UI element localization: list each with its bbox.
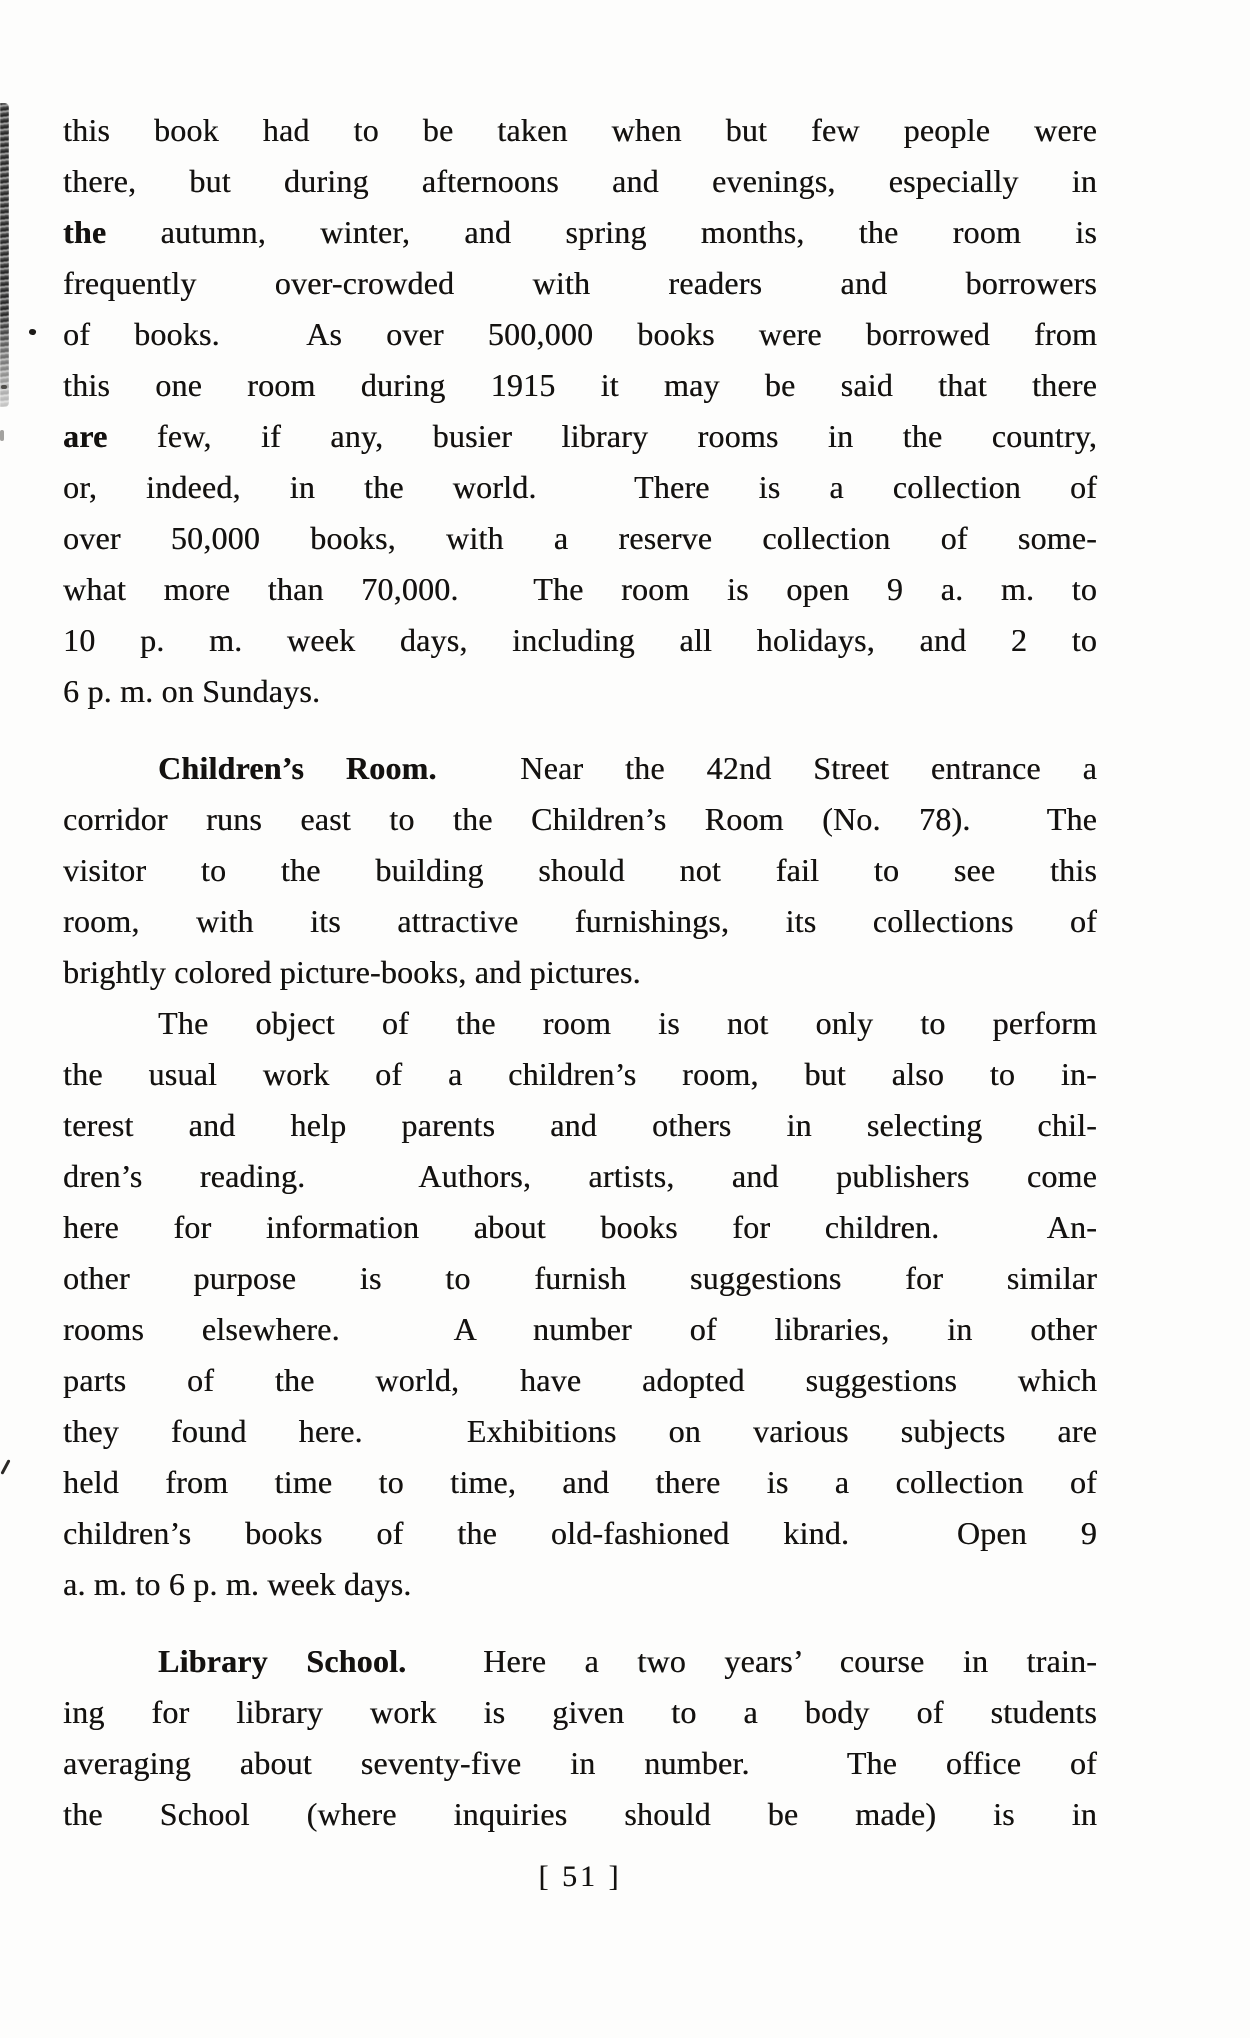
text-segment: they found here. Exhibitions on various subjects are	[63, 1413, 1097, 1449]
text-segment: there, but during afternoons and evenings, especially in	[63, 163, 1097, 199]
paragraph	[63, 1636, 1097, 1840]
text-line	[63, 845, 1097, 896]
text-segment: room, with its attractive furnishings, its collections of	[63, 903, 1097, 939]
text-line	[63, 1100, 1097, 1151]
pen-slash-artifact	[0, 1459, 10, 1475]
text-line	[63, 1687, 1097, 1738]
bold-text-segment: Library School.	[158, 1643, 407, 1679]
text-segment: autumn, winter, and spring months, the room is	[106, 214, 1097, 250]
ink-dot-artifact	[28, 328, 36, 336]
text-line	[63, 1049, 1097, 1100]
text-line	[63, 1738, 1097, 1789]
text-line	[63, 1559, 1097, 1610]
text-line	[63, 462, 1097, 513]
text-segment: over 50,000 books, with a reserve collection of some-	[63, 520, 1097, 556]
text-line	[63, 947, 1097, 998]
text-line	[63, 513, 1097, 564]
text-line	[63, 1636, 1097, 1687]
ink-speck-artifact	[1, 385, 7, 389]
text-line	[63, 360, 1097, 411]
text-line	[63, 207, 1097, 258]
text-segment: few, if any, busier library rooms in the country,	[107, 418, 1097, 454]
bold-text-segment: Children’s Room.	[158, 750, 437, 786]
text-segment: corridor runs east to the Children’s Room (No. 78). The	[63, 801, 1097, 837]
text-segment: what more than 70,000. The room is open 9 a. m. to	[63, 571, 1097, 607]
text-segment: held from time to time, and there is a collection of	[63, 1464, 1097, 1500]
text-segment: Near the 42nd Street entrance a	[436, 750, 1098, 786]
page-number: [ 51 ]	[538, 1860, 622, 1893]
text-segment: or, indeed, in the world. There is a collection of	[63, 469, 1097, 505]
text-segment: ing for library work is given to a body of students	[63, 1694, 1097, 1730]
text-line	[63, 1304, 1097, 1355]
text-segment: children’s books of the old-fashioned kind. Open 9	[63, 1515, 1097, 1551]
paragraph	[63, 105, 1097, 717]
text-segment: a. m. to 6 p. m. week days.	[63, 1566, 412, 1602]
text-segment: terest and help parents and others in selecting chil-	[63, 1107, 1097, 1143]
text-segment: here for information about books for children. An-	[63, 1209, 1097, 1245]
text-line	[63, 258, 1097, 309]
text-segment: of books. As over 500,000 books were borrowed from	[63, 316, 1097, 352]
text-segment: 6 p. m. on Sundays.	[63, 673, 321, 709]
text-segment: The object of the room is not only to perform	[158, 1005, 1097, 1041]
text-line	[63, 1355, 1097, 1406]
text-segment: the usual work of a children’s room, but also to in-	[63, 1056, 1097, 1092]
text-segment: this book had to be taken when but few people were	[63, 112, 1097, 148]
text-line	[63, 411, 1097, 462]
text-segment: averaging about seventy-five in number. The office of	[63, 1745, 1097, 1781]
text-line	[63, 666, 1097, 717]
text-line	[63, 1406, 1097, 1457]
text-line	[63, 1457, 1097, 1508]
text-segment: rooms elsewhere. A number of libraries, in other	[63, 1311, 1097, 1347]
text-line	[63, 156, 1097, 207]
paragraph	[63, 743, 1097, 998]
binding-shadow-artifact	[0, 103, 9, 407]
text-segment: other purpose is to furnish suggestions for similar	[63, 1260, 1097, 1296]
text-segment: brightly colored picture-books, and pictures.	[63, 954, 641, 990]
text-line	[63, 1789, 1097, 1840]
text-line	[63, 1202, 1097, 1253]
ink-speck-artifact	[0, 430, 4, 441]
text-line	[63, 309, 1097, 360]
text-line	[63, 1253, 1097, 1304]
text-segment: this one room during 1915 it may be said that there	[63, 367, 1097, 403]
text-line	[63, 1151, 1097, 1202]
text-line	[63, 1508, 1097, 1559]
text-block	[63, 105, 1097, 1840]
text-line	[63, 743, 1097, 794]
text-line	[63, 564, 1097, 615]
text-line	[63, 896, 1097, 947]
text-segment: visitor to the building should not fail to see this	[63, 852, 1097, 888]
text-line	[63, 615, 1097, 666]
paragraph	[63, 998, 1097, 1610]
text-segment: dren’s reading. Authors, artists, and publishers come	[63, 1158, 1097, 1194]
text-segment: 10 p. m. week days, including all holidays, and 2 to	[63, 622, 1097, 658]
text-segment: Here a two years’ course in train-	[406, 1643, 1098, 1679]
text-line	[63, 998, 1097, 1049]
text-segment: parts of the world, have adopted suggestions which	[63, 1362, 1097, 1398]
text-line	[63, 105, 1097, 156]
bold-text-segment: the	[63, 214, 107, 250]
text-segment: the School (where inquiries should be made) is in	[63, 1796, 1097, 1832]
text-segment: frequently over-crowded with readers and borrowers	[63, 265, 1097, 301]
bold-text-segment: are	[63, 418, 108, 454]
text-line	[63, 794, 1097, 845]
